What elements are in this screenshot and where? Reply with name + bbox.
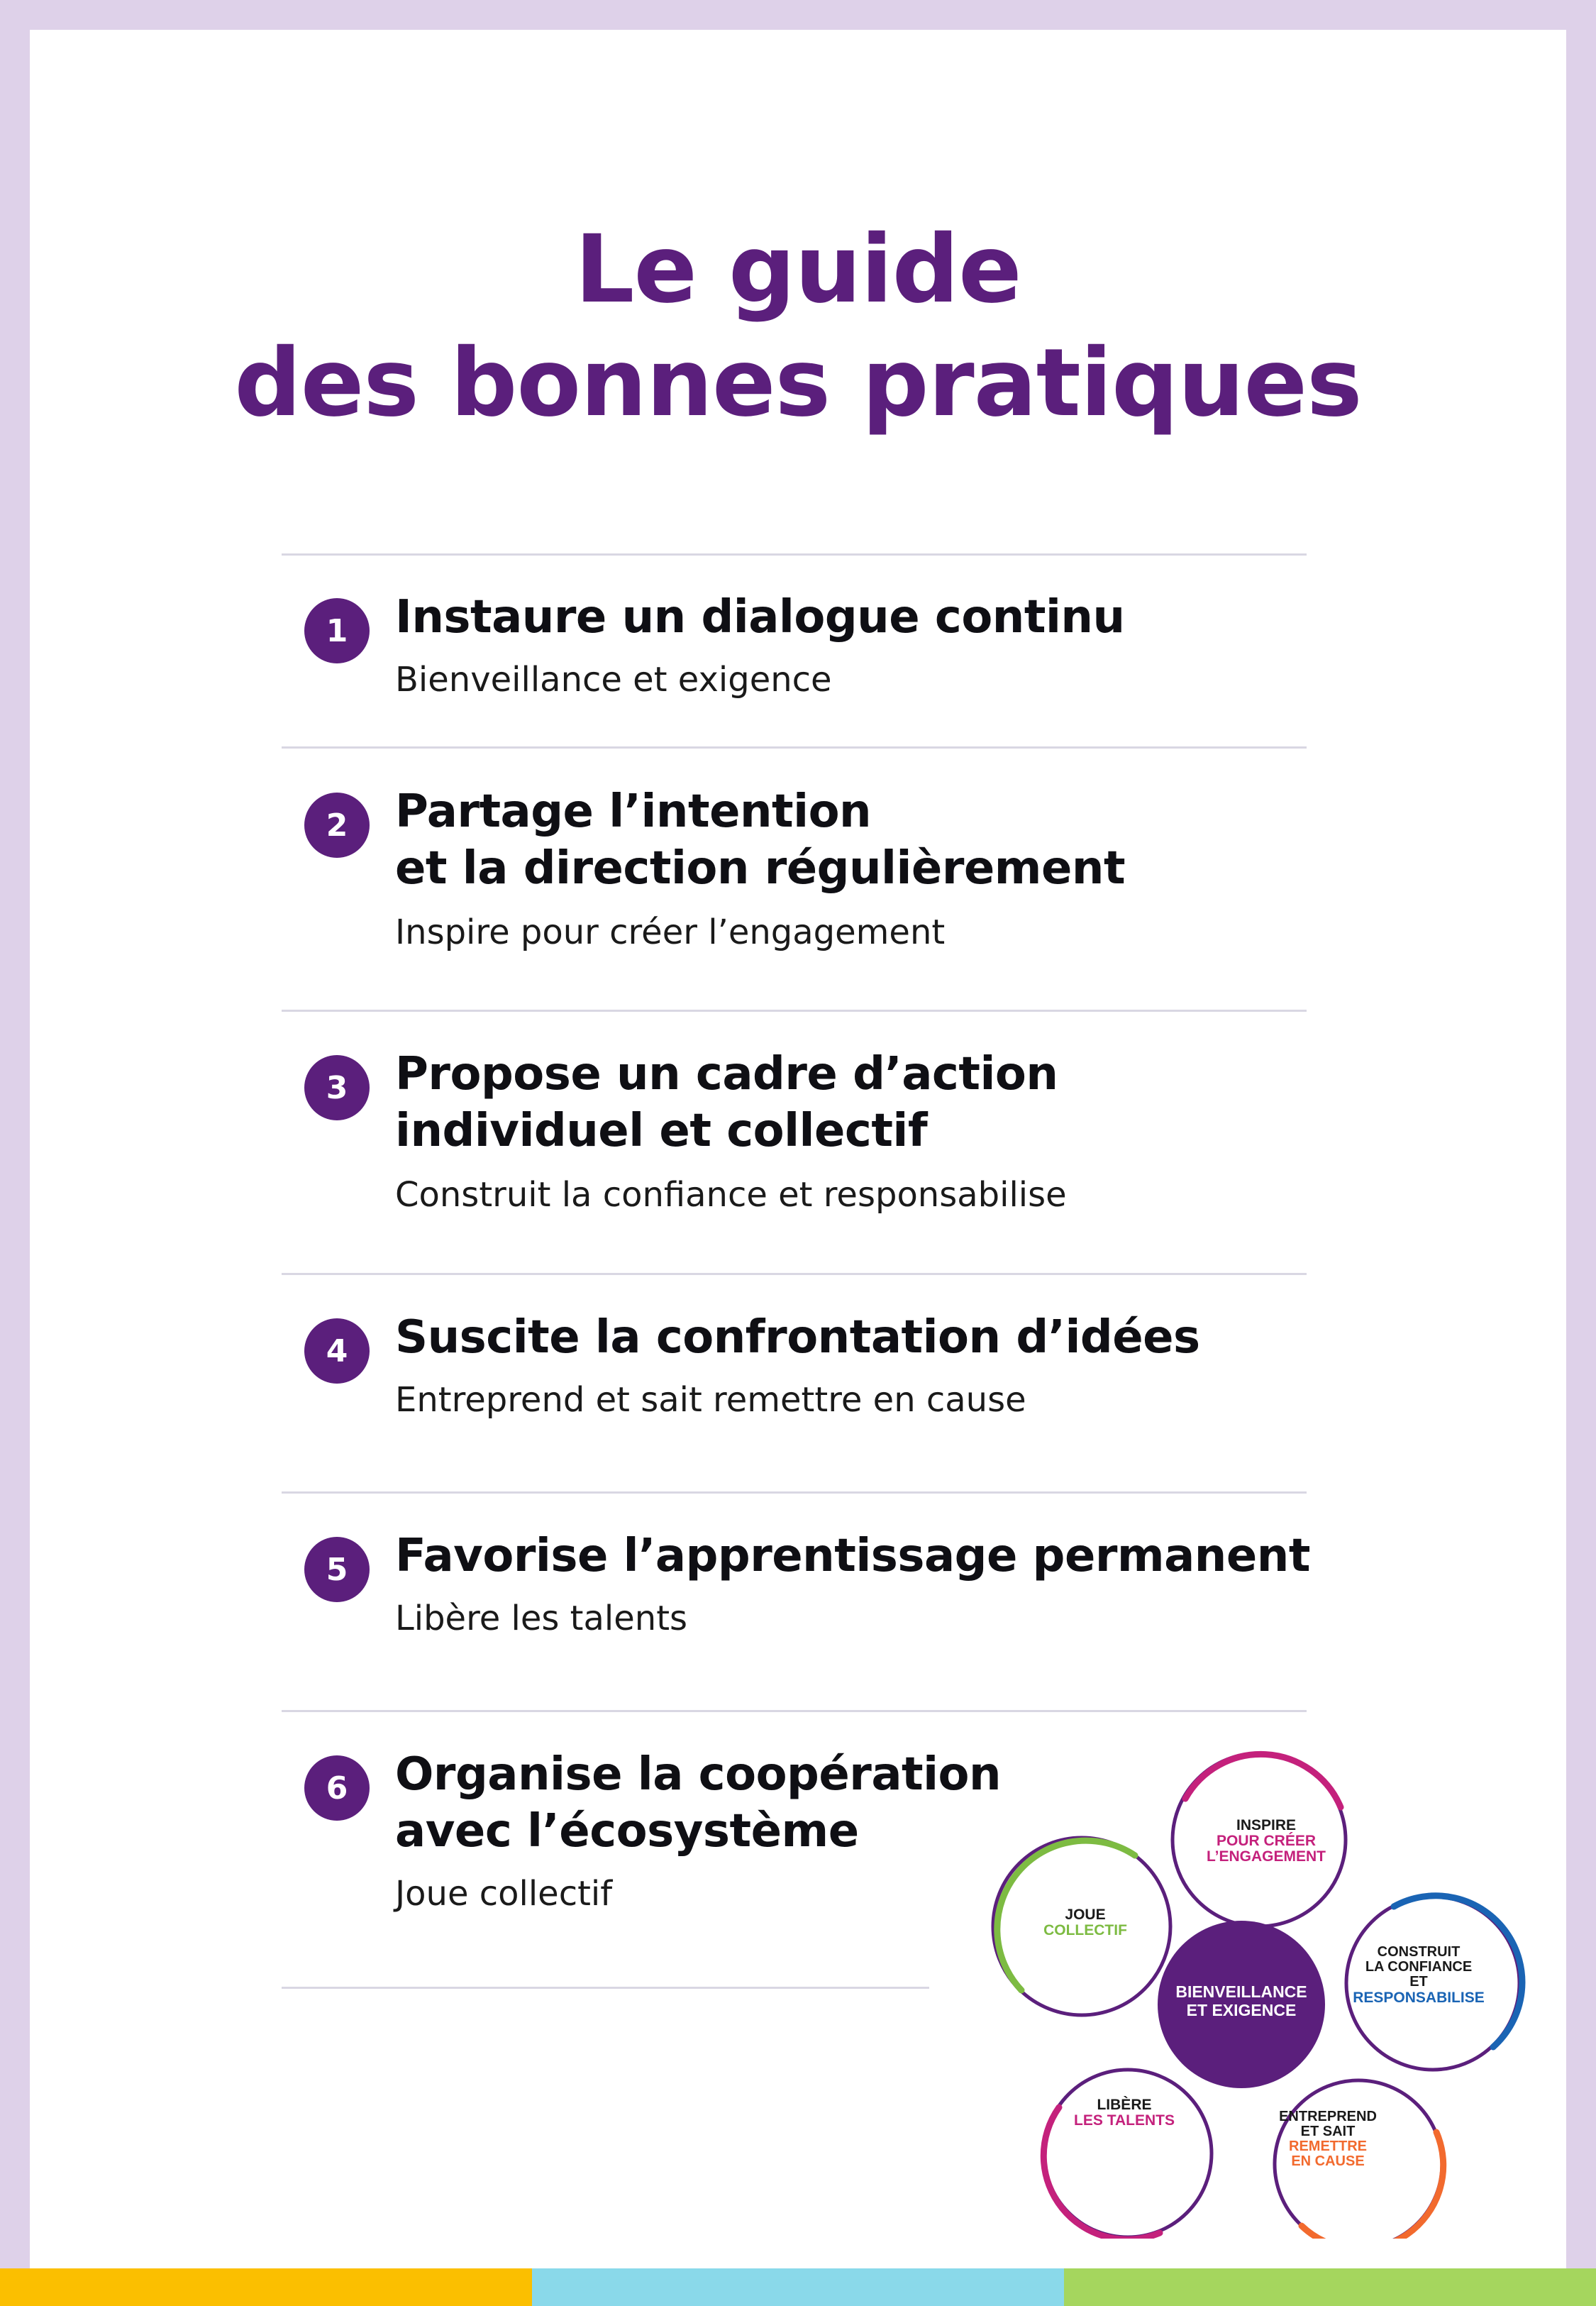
- practice-subtitle: Joue collectif: [395, 1874, 613, 1914]
- color-bar-cyan: [532, 2268, 1064, 2306]
- number-badge: 6: [304, 1755, 370, 1821]
- divider: [282, 1010, 1307, 1012]
- practice-heading-line: Propose un cadre d’action: [395, 1048, 1058, 1100]
- practice-heading-line: avec l’écosystème: [395, 1805, 859, 1858]
- petal-right-label: LA CONFIANCE: [1365, 1959, 1473, 1975]
- number-badge: 2: [304, 793, 370, 858]
- petal-right-label: RESPONSABILISE: [1353, 1990, 1485, 2006]
- practice-heading-line: Favorise l’apprentissage permanent: [395, 1530, 1310, 1582]
- petal-top-label: L’ENGAGEMENT: [1206, 1848, 1326, 1865]
- practice-heading: [395, 1309, 1317, 1366]
- practice-subtitle: Construit la confiance et responsabilise: [395, 1175, 1067, 1215]
- petal-bottom-right-label: REMETTRE: [1289, 2139, 1367, 2154]
- practice-subtitle: Libère les talents: [395, 1599, 688, 1638]
- practice-subtitle: Inspire pour créer l’engagement: [395, 912, 946, 952]
- practice-heading-line: Instaure un dialogue continu: [395, 591, 1125, 644]
- divider: [282, 553, 1307, 556]
- page-title: [0, 213, 1596, 440]
- practice-heading-line: Partage l’intention: [395, 785, 872, 838]
- title-line-1: Le guide: [575, 215, 1021, 324]
- leadership-flower-diagram: [982, 1749, 1536, 2239]
- practice-heading: [395, 1528, 1317, 1584]
- number-badge: 3: [304, 1055, 370, 1120]
- practice-heading-line: et la direction régulièrement: [395, 842, 1126, 895]
- petal-top-label: INSPIRE: [1236, 1817, 1297, 1833]
- divider: [282, 1987, 929, 1989]
- petal-bottom-right-label: EN CAUSE: [1291, 2153, 1365, 2169]
- petal-bottom-left-label: LES TALENTS: [1074, 2112, 1175, 2129]
- divider: [282, 1273, 1307, 1275]
- petal-bottom-left-label: LIBÈRE: [1097, 2097, 1152, 2113]
- practice-heading-line: individuel et collectif: [395, 1105, 928, 1157]
- center-line-2: ET EXIGENCE: [1186, 2001, 1297, 2019]
- petal-left-label: COLLECTIF: [1043, 1922, 1127, 1938]
- divider: [282, 1491, 1307, 1494]
- practice-heading-line: Suscite la confrontation d’idées: [395, 1311, 1200, 1364]
- color-bar-green: [1064, 2268, 1596, 2306]
- title-line-2: des bonnes pratiques: [234, 329, 1362, 438]
- color-bar-yellow: [0, 2268, 532, 2306]
- petal-right-label: ET: [1409, 1974, 1428, 1990]
- practice-heading: [395, 589, 1317, 646]
- practice-heading: [395, 1046, 1317, 1159]
- practice-heading-line: Organise la coopération: [395, 1748, 1002, 1801]
- number-badge: 5: [304, 1537, 370, 1602]
- petal-top-label: POUR CRÉER: [1216, 1833, 1317, 1849]
- practice-subtitle: Bienveillance et exigence: [395, 660, 832, 700]
- number-badge: 1: [304, 598, 370, 663]
- petal-bottom-right-label: ENTREPREND: [1279, 2109, 1377, 2124]
- divider: [282, 746, 1307, 749]
- color-bar: [0, 2268, 1596, 2306]
- divider: [282, 1710, 1307, 1712]
- number-badge: 4: [304, 1318, 370, 1384]
- practice-subtitle: Entreprend et sait remettre en cause: [395, 1380, 1026, 1420]
- center-line-1: BIENVEILLANCE: [1175, 1982, 1307, 2001]
- petal-right-label: CONSTRUIT: [1377, 1944, 1461, 1960]
- petal-bottom-right-label: ET SAIT: [1300, 2124, 1356, 2139]
- practice-heading: [395, 783, 1317, 897]
- petal-left-label: JOUE: [1065, 1907, 1106, 1923]
